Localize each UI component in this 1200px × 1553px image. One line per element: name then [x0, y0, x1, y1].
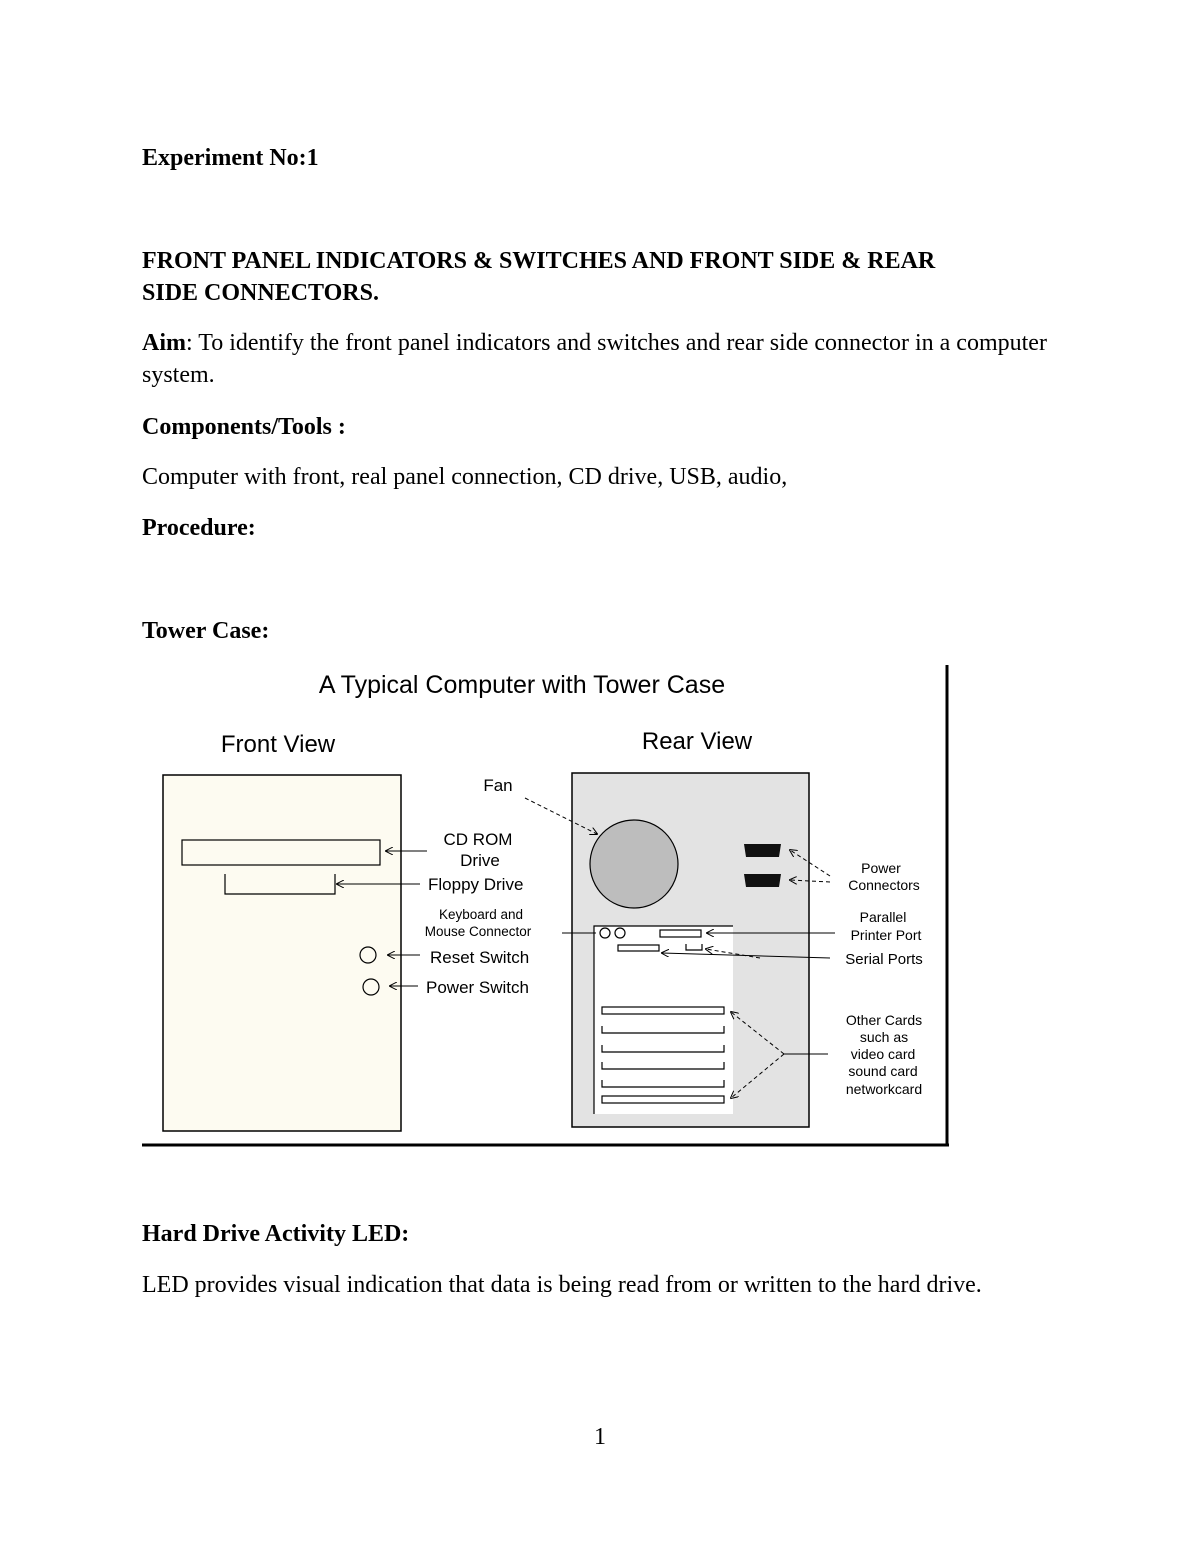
cards-label-2: such as [859, 1029, 909, 1045]
components-text: Computer with front, real panel connection, CD drive, USB, audio, [142, 464, 788, 490]
parallel-port-label-1: Parallel [859, 909, 907, 925]
parallel-port-label-2: Printer Port [850, 927, 922, 943]
experiment-number: Experiment No:1 [142, 145, 319, 171]
cd-rom-label-1: CD ROM [443, 830, 513, 849]
power-connectors-label-2: Connectors [848, 877, 920, 893]
serial-ports-label: Serial Ports [845, 951, 923, 968]
cards-label-3: video card [850, 1046, 916, 1062]
document-title-line-2: SIDE CONNECTORS. [142, 280, 379, 306]
figure-title: A Typical Computer with Tower Case [318, 671, 726, 699]
cards-label-1: Other Cards [845, 1012, 923, 1028]
reset-label: Reset Switch [430, 948, 530, 967]
cd-rom-label-2: Drive [460, 851, 500, 870]
floppy-label: Floppy Drive [428, 875, 524, 894]
fan-label: Fan [483, 776, 513, 795]
keyboard-label-1: Keyboard and [438, 907, 524, 922]
front-case [163, 775, 401, 1131]
components-heading: Components/Tools : [142, 414, 346, 440]
document-title-line-1: FRONT PANEL INDICATORS & SWITCHES AND FRONT SIDE & REAR [142, 248, 936, 274]
aim-label: Aim [142, 330, 186, 356]
tower-case-heading: Tower Case: [142, 618, 270, 644]
aim-text: : To identify the front panel indicators and switches and rear side connector in a computer system. [142, 330, 1047, 388]
cd-rom-bay [182, 840, 380, 865]
procedure-heading: Procedure: [142, 515, 256, 541]
power-connector-2 [744, 874, 781, 887]
page-number: 1 [594, 1424, 606, 1450]
hard-drive-led-heading: Hard Drive Activity LED: [142, 1221, 410, 1247]
cards-label-4: sound card [848, 1063, 918, 1079]
hard-drive-led-text: LED provides visual indication that data is being read from or written to the hard drive. [142, 1272, 982, 1298]
front-view-label: Front View [220, 731, 336, 758]
cards-label-5: networkcard [845, 1081, 923, 1097]
power-connectors-label-1: Power [861, 860, 901, 876]
rear-view-label: Rear View [641, 728, 753, 755]
power-switch-label: Power Switch [426, 978, 529, 997]
keyboard-label-2: Mouse Connector [424, 924, 532, 939]
power-connector-1 [744, 844, 781, 857]
fan [590, 820, 678, 908]
